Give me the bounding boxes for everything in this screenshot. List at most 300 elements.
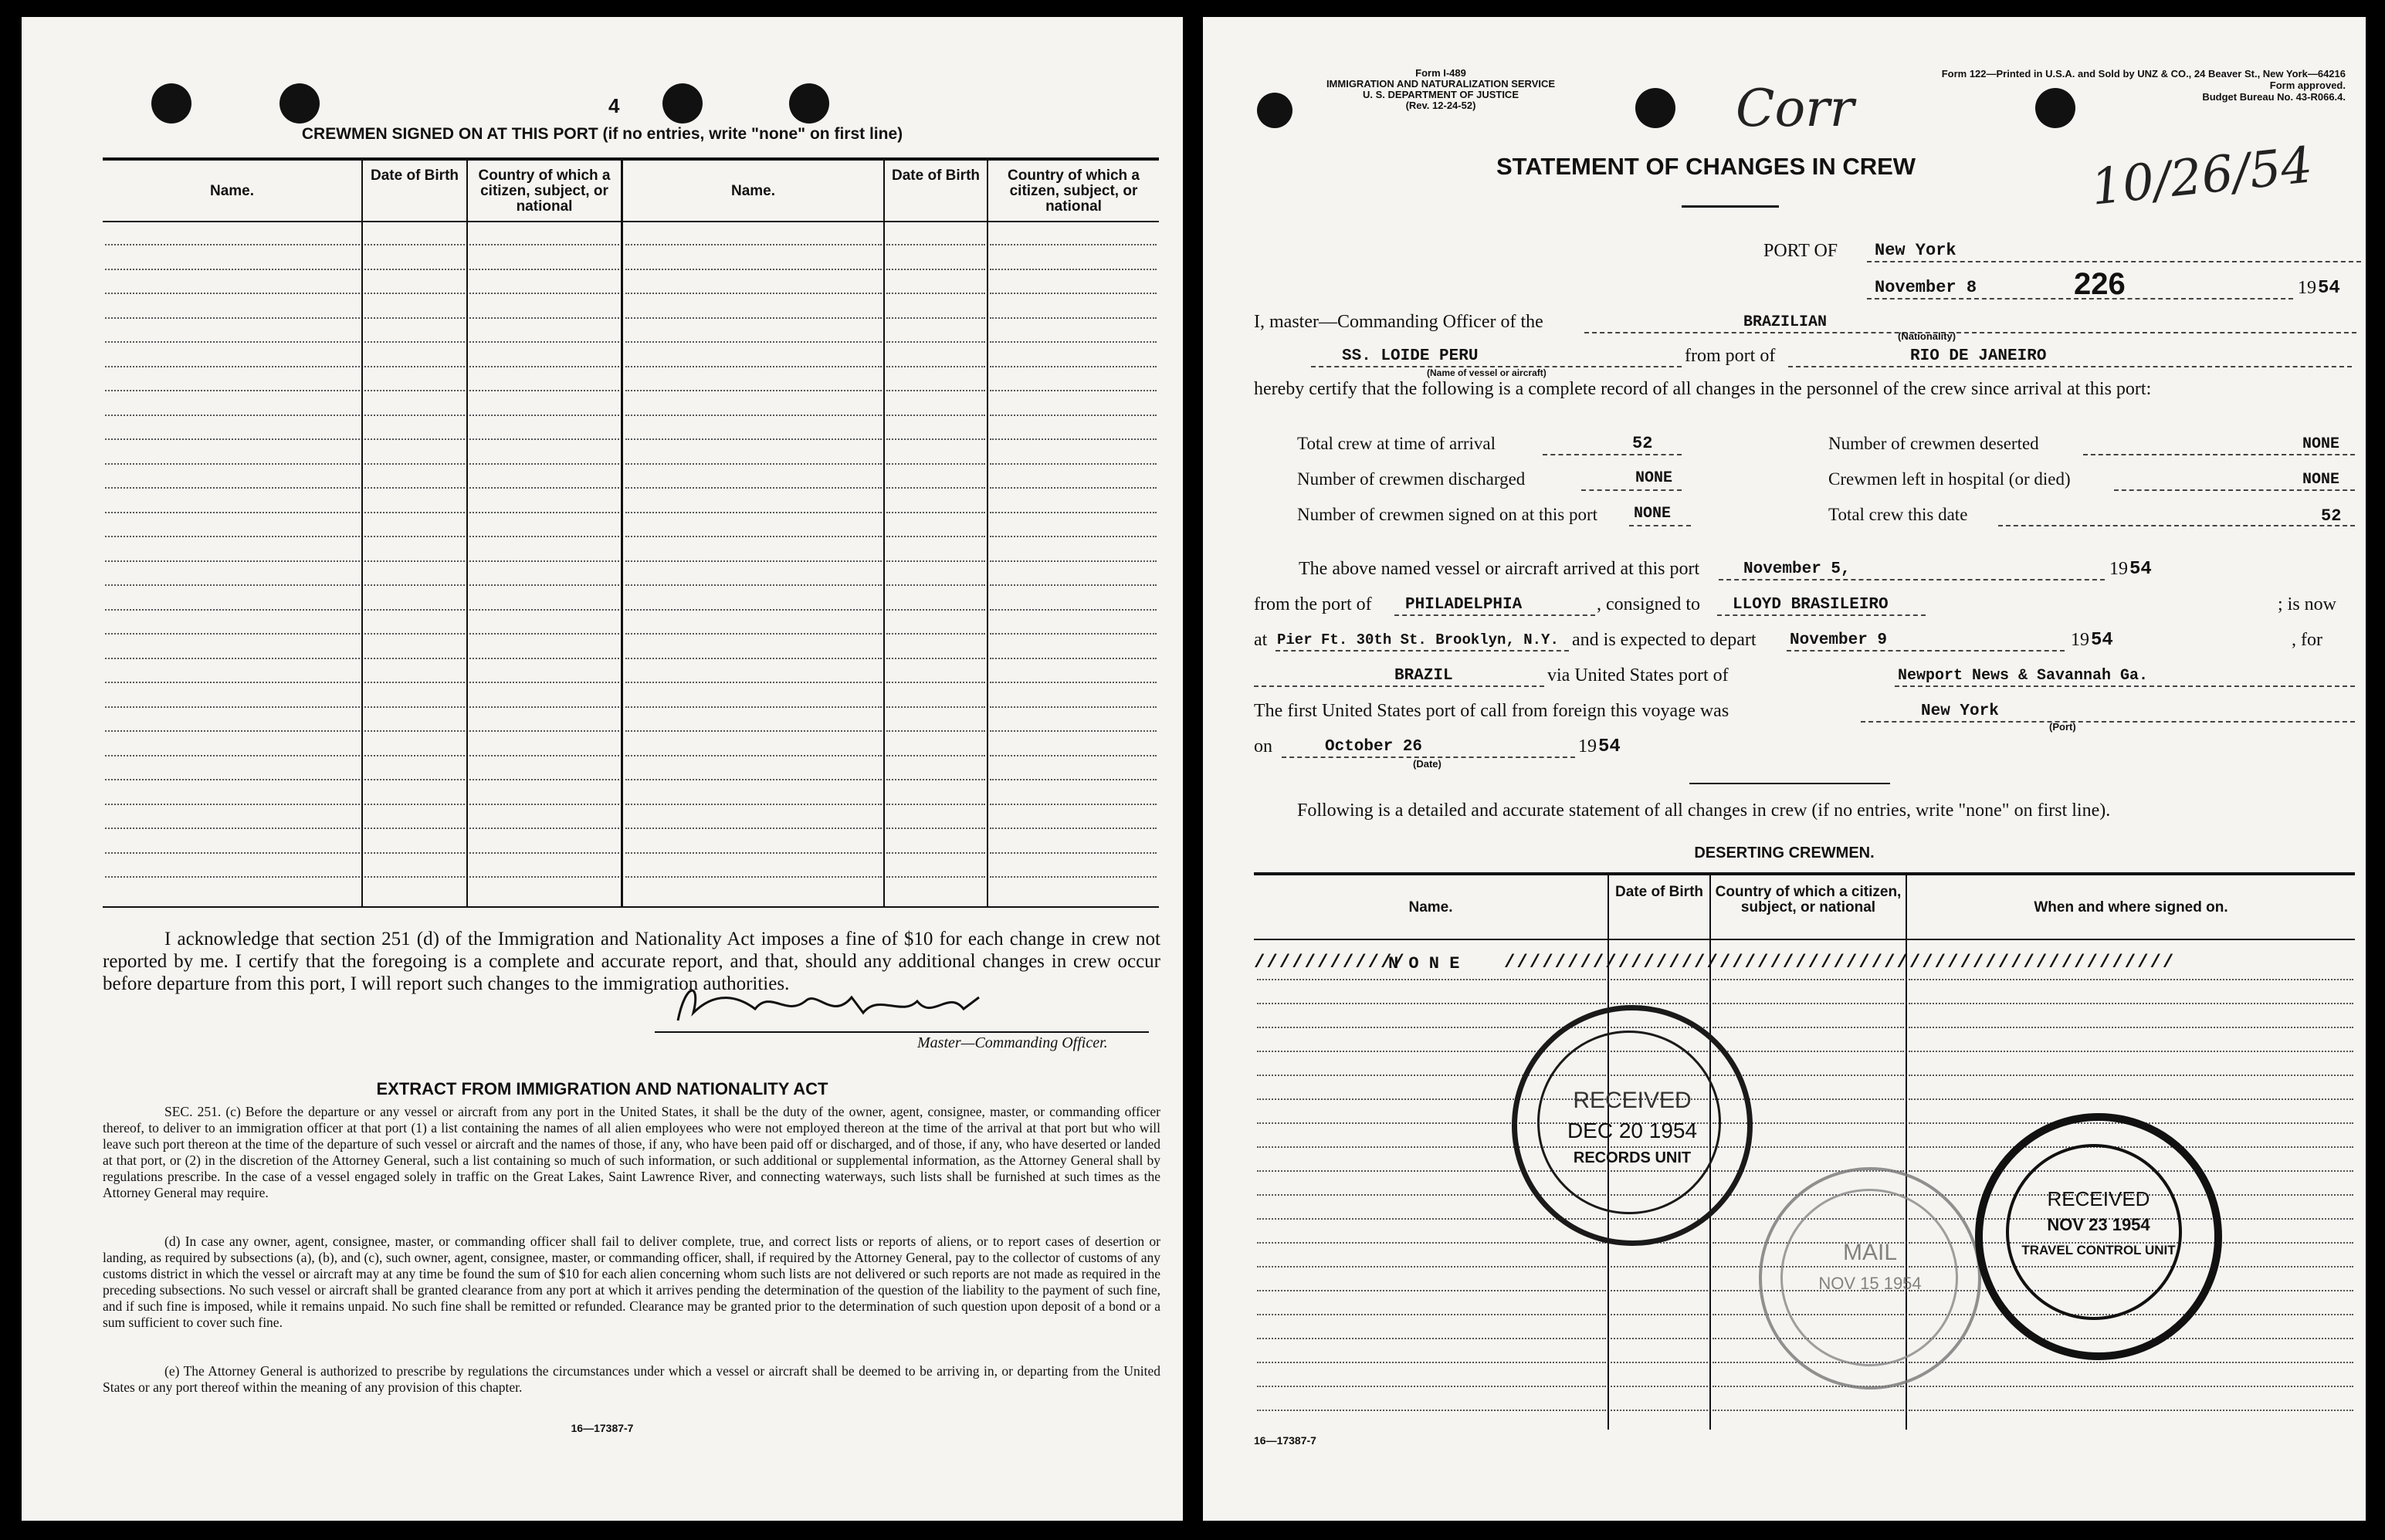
table-row-line (990, 244, 1157, 245)
table-row-line (625, 512, 882, 513)
table-row-line (1713, 1003, 1904, 1004)
table-row-line (364, 415, 465, 416)
table-row-line (990, 512, 1157, 513)
field-line (1787, 650, 2065, 652)
table-row-line (364, 706, 465, 708)
stat-label: Number of crewmen signed on at this port (1297, 505, 1597, 524)
stat-value: 52 (2321, 506, 2342, 526)
table-row-line (886, 730, 985, 732)
header-when-where: When and where signed on. (2034, 899, 2228, 916)
table-row-line (364, 366, 465, 367)
mail-stamp (1759, 1167, 1981, 1389)
table-row-line (105, 317, 360, 319)
stamp-number: 226 (2074, 267, 2126, 301)
arrived-year: 54 (2129, 559, 2152, 580)
table-row-line (625, 876, 882, 878)
table-row-line (364, 852, 465, 854)
table-row-line (1909, 1027, 2353, 1028)
handwritten-corr: Corr (1736, 79, 1855, 138)
table-row-line (886, 755, 985, 756)
none-entry: N O N E (1388, 954, 1460, 973)
header-country: Country of which a citizen, subject, or national (1008, 168, 1140, 215)
table-row-line (625, 244, 882, 245)
table-row-line (469, 852, 619, 854)
from-the-port-value: PHILADELPHIA (1405, 596, 1523, 614)
table-row-line (469, 706, 619, 708)
slash-fill: //////////// (1254, 953, 1406, 973)
table-row-line (364, 828, 465, 829)
table-row-line (625, 730, 882, 732)
punch-hole (1635, 88, 1675, 128)
field-line (1254, 685, 1544, 687)
table-row-line (469, 730, 619, 732)
table-row-line (886, 438, 985, 440)
table-row-line (886, 682, 985, 683)
table-row-line (364, 682, 465, 683)
table-row-line (105, 560, 360, 562)
depart-value: November 9 (1790, 631, 1888, 649)
field-line (1276, 650, 1569, 652)
table-row-line (990, 609, 1157, 611)
table-row-line (364, 804, 465, 805)
table-row-line (364, 512, 465, 513)
first-port-label: The first United States port of call from foreign this voyage was (1254, 701, 1729, 721)
field-line (2114, 489, 2355, 491)
table-row-line (364, 244, 465, 245)
table-row-line (886, 658, 985, 659)
field-line (1788, 366, 2352, 367)
field-line (1629, 525, 1691, 526)
table-row-line (886, 804, 985, 805)
table-row-line (886, 341, 985, 343)
nationality-value: BRAZILIAN (1743, 313, 1828, 331)
arrived-value: November 5, (1743, 560, 1851, 578)
table-row-line (990, 269, 1157, 270)
table-row-line (364, 390, 465, 391)
stat-value: NONE (1634, 505, 1672, 523)
table-row-line (990, 317, 1157, 319)
table-row-line (469, 366, 619, 367)
extract-title: EXTRACT FROM IMMIGRATION AND NATIONALITY ACT (376, 1079, 828, 1098)
extract-section-d: (d) In case any owner, agent, consignee, master, or commanding officer shall fail to deliver complete, true, and correct lists or reports of aliens, or to report cases of desertion or landing, as required by subsections (a), (b), and (c), such owner, agent, consignee, master, or commanding officer, shall, if required by the Attorney General, pay to the collector of customs of any customs district in which the vessel or aircraft may at any time be found the sum of $10 for each alien concerning whom such lists are not delivered or such reports are not made as required in the preceding subsections. No such vessel or aircraft shall be granted clearance from any port at which it arrives pending the determination of the question of the liability to the payment of such fine, and if such fine is imposed, while it remains unpaid. No such fine shall be remitted or refunded. Clearance may be granted prior to the determination of such question upon deposit of a bond or a sum sufficient to cover such fine. (103, 1234, 1160, 1330)
table-row-line (886, 317, 985, 319)
table-col-divider (883, 159, 885, 906)
via-label: via United States port of (1547, 665, 1729, 685)
certify-text: hereby certify that the following is a complete record of all changes in the personnel of the crew since arrival at this port: (1254, 379, 2152, 399)
table-row-line (886, 244, 985, 245)
year-prefix: 19 (1578, 736, 1597, 756)
depart-label: and is expected to depart (1572, 630, 1757, 650)
table-row-line (990, 487, 1157, 489)
table-row-line (1909, 1075, 2353, 1076)
table-row-line (469, 512, 619, 513)
footer-code: 16—17387-7 (1254, 1434, 1316, 1447)
stat-label: Number of crewmen deserted (1828, 434, 2039, 453)
table-row-line (469, 584, 619, 586)
table-bottom-rule (103, 906, 1159, 908)
stamp-date: NOV 23 1954 (2047, 1215, 2150, 1234)
handwritten-date: 10/26/54 (2088, 137, 2316, 217)
table-row-line (990, 828, 1157, 829)
table-row-line (364, 438, 465, 440)
table-row-line (469, 438, 619, 440)
table-col-divider (987, 159, 988, 906)
signature-line (655, 1031, 1149, 1033)
port-value: New York (1875, 241, 1956, 260)
printer-line: Form approved. (2269, 80, 2346, 91)
acknowledgment-text: I acknowledge that section 251 (d) of the Immigration and Nationality Act imposes a fine of $10 for each change in crew not reported by me. I certify that the foregoing is a complete and accurate report, and that, should any additional changes in crew occur before departure from this port, I will report such changes to the immigration authorities. (103, 929, 1160, 994)
on-label: on (1254, 736, 1272, 756)
table-row-line (105, 779, 360, 780)
table-row-line (1909, 1003, 2353, 1004)
table-row-line (1611, 1410, 1708, 1411)
table-row-line (1909, 1410, 2353, 1411)
table-row-line (1257, 1027, 1606, 1028)
page-number: 4 (608, 94, 620, 117)
table-row-line (625, 269, 882, 270)
table-row-line (105, 487, 360, 489)
year-prefix: 19 (2109, 559, 2128, 579)
port-label: PORT OF (1763, 241, 1838, 261)
table-row-line (625, 536, 882, 537)
punch-hole (279, 83, 320, 124)
from-port-value: RIO DE JANEIRO (1910, 347, 2047, 365)
stamp-received: RECEIVED (2047, 1187, 2150, 1210)
table-row-line (1257, 1362, 1606, 1363)
table-row-line (105, 609, 360, 611)
depart-year: 54 (2091, 630, 2113, 651)
year-prefix: 19 (2298, 278, 2316, 298)
table-row-line (886, 487, 985, 489)
table-row-line (469, 804, 619, 805)
table-row-line (364, 536, 465, 537)
stat-label: Number of crewmen discharged (1297, 469, 1526, 489)
stat-value: NONE (1635, 469, 1673, 487)
table-row-line (886, 706, 985, 708)
table-row-line (625, 390, 882, 391)
table-row-line (469, 293, 619, 294)
signature (670, 974, 1010, 1036)
destination-value: BRAZIL (1394, 667, 1453, 685)
table-title: CREWMEN SIGNED ON AT THIS PORT (if no entries, write "none" on first line) (301, 125, 903, 143)
table-row-line (105, 584, 360, 586)
stat-value: 52 (1632, 434, 1653, 453)
table-row-line (105, 755, 360, 756)
table-row-line (105, 804, 360, 805)
table-row-line (1257, 1242, 1606, 1244)
table-row-line (469, 828, 619, 829)
section-rule (1689, 783, 1890, 784)
table-row-line (1257, 1266, 1606, 1268)
table-row-line (1611, 1362, 1708, 1363)
table-row-line (886, 463, 985, 465)
table-row-line (625, 658, 882, 659)
punch-hole (1257, 93, 1292, 128)
table-row-line (990, 779, 1157, 780)
form-id-line: U. S. DEPARTMENT OF JUSTICE (1363, 89, 1519, 100)
table-row-line (990, 804, 1157, 805)
table-row-line (1909, 979, 2353, 980)
table-row-line (1713, 1051, 1904, 1052)
table-row-line (105, 658, 360, 659)
table-row-line (625, 682, 882, 683)
printer-line: Budget Bureau No. 43-R066.4. (2202, 91, 2346, 103)
date-caption: (Date) (1413, 758, 1442, 770)
table-col-divider (361, 159, 363, 906)
at-label: at (1254, 630, 1268, 650)
table-row-line (105, 536, 360, 537)
table-row-line (105, 706, 360, 708)
table-row-line (990, 560, 1157, 562)
table-row-line (364, 463, 465, 465)
slash-fill: ///////////////////////////////////////////////////// (1504, 953, 2176, 973)
table-top-rule (1254, 872, 2355, 875)
table-row-line (886, 779, 985, 780)
table-row-line (364, 293, 465, 294)
year-prefix: 19 (2071, 630, 2089, 650)
vessel-caption: (Name of vessel or aircraft) (1427, 367, 1547, 378)
first-port-value: New York (1921, 702, 1999, 720)
stat-value: NONE (2302, 471, 2340, 489)
table-row-line (1611, 1386, 1708, 1387)
table-row-line (469, 415, 619, 416)
table-row-line (1713, 1410, 1904, 1411)
table-row-line (990, 584, 1157, 586)
table-row-line (886, 609, 985, 611)
stat-label: Crewmen left in hospital (or died) (1828, 469, 2071, 489)
table-row-line (1909, 1386, 2353, 1387)
stat-value: NONE (2302, 435, 2340, 453)
header-date-of-birth: Date of Birth (892, 168, 980, 184)
table-row-line (990, 438, 1157, 440)
table-row-line (990, 293, 1157, 294)
table-row-line (1611, 1003, 1708, 1004)
table-row-line (1611, 1338, 1708, 1339)
table-row-line (1909, 1362, 2353, 1363)
form-id-line: IMMIGRATION AND NATURALIZATION SERVICE (1326, 78, 1556, 90)
table-row-line (469, 487, 619, 489)
table-row-line (364, 876, 465, 878)
table-row-line (364, 609, 465, 611)
table-row-line (625, 415, 882, 416)
table-row-line (886, 293, 985, 294)
table-row-line (105, 341, 360, 343)
on-year: 54 (1598, 736, 1621, 757)
port-caption: (Port) (2049, 721, 2076, 733)
consigned-label: , consigned to (1597, 594, 1700, 614)
header-country: Country of which a citizen, subject, or national (1715, 884, 1902, 916)
extract-section-c: SEC. 251. (c) Before the departure or any vessel or aircraft from any port in the United States, it shall be the duty of the owner, agent, consignee, master, or commanding officer thereof, to deliver to an immigration officer at that port (1) a list containing the names of all alien employees who were not employed thereon at the time of the arrival at that port but who will leave such port thereon at the time of the departure of such vessel or aircraft and the names of those, if any, who have been paid off or discharged, and of those, if any, who have deserted or landed at that port, or (2) in the discretion of the Attorney General, such a list containing so much of such information, or such additional or supplemental information, as the Attorney General shall by regulations prescribe. In the case of a vessel engaged solely in traffic on the Great Lakes, Saint Lawrence River, and connecting waterways, such lists shall be furnished at such times as the Attorney General may require. (103, 1104, 1160, 1200)
table-row-line (625, 366, 882, 367)
table-row-line (105, 852, 360, 854)
table-row-line (625, 317, 882, 319)
punch-hole (151, 83, 191, 124)
following-text: Following is a detailed and accurate statement of all changes in crew (if no entries, write "none" on first line). (1297, 800, 2111, 821)
table-row-line (625, 828, 882, 829)
table-row-line (105, 269, 360, 270)
table-row-line (105, 828, 360, 829)
table-row-line (886, 876, 985, 878)
table-row-line (469, 633, 619, 635)
table-row-line (990, 658, 1157, 659)
master-label: I, master—Commanding Officer of the (1254, 312, 1543, 332)
field-line (1867, 261, 2361, 262)
table-row-line (105, 463, 360, 465)
table-row-line (1611, 979, 1708, 980)
table-row-line (1257, 1410, 1606, 1411)
table-row-line (625, 487, 882, 489)
at-value: Pier Ft. 30th St. Brooklyn, N.Y. (1277, 631, 1559, 648)
table-row-line (469, 390, 619, 391)
table-row-line (105, 293, 360, 294)
table-row-line (1257, 1314, 1606, 1315)
table-row-line (625, 633, 882, 635)
table-row-line (469, 779, 619, 780)
header-date-of-birth: Date of Birth (371, 168, 459, 184)
table-row-line (1713, 1027, 1904, 1028)
field-line (1394, 614, 1595, 616)
form-id-line: Form I-489 (1415, 67, 1466, 79)
table-row-line (990, 415, 1157, 416)
table-row-line (1257, 1218, 1606, 1220)
nationality-caption: (Nationality) (1898, 330, 1956, 342)
table-row-line (364, 779, 465, 780)
printer-line: Form 122—Printed in U.S.A. and Sold by UNZ & CO., 24 Beaver St., New York—64216 (1941, 68, 2346, 80)
deserting-title: DESERTING CREWMEN. (1694, 844, 1875, 861)
table-row-line (469, 755, 619, 756)
table-row-line (625, 584, 882, 586)
table-row-line (1611, 1314, 1708, 1315)
table-row-line (105, 682, 360, 683)
field-line (1581, 489, 1682, 491)
field-line (1998, 525, 2355, 526)
table-row-line (990, 341, 1157, 343)
table-row-line (105, 876, 360, 878)
from-port-label: from port of (1685, 346, 1776, 366)
table-row-line (886, 633, 985, 635)
table-row-line (1611, 1290, 1708, 1291)
table-row-line (990, 390, 1157, 391)
table-row-line (469, 244, 619, 245)
table-row-line (469, 560, 619, 562)
title-rule (1682, 205, 1779, 208)
table-row-line (886, 560, 985, 562)
table-row-line (990, 852, 1157, 854)
for-label: , for (2292, 630, 2322, 650)
field-line (1895, 685, 2355, 687)
table-row-line (625, 560, 882, 562)
stamp-unit: RECORDS UNIT (1573, 1149, 1692, 1166)
table-row-line (990, 706, 1157, 708)
extract-section-e: (e) The Attorney General is authorized to prescribe by regulations the circumstances under which a vessel or aircraft shall be deemed to be arriving in, or departing from the United States or any port thereof within the meaning of any provision of this chapter. (103, 1363, 1160, 1395)
table-row-line (364, 317, 465, 319)
table-col-divider (466, 159, 468, 906)
field-line (1543, 454, 1682, 455)
header-date-of-birth: Date of Birth (1615, 884, 1703, 900)
table-row-line (469, 317, 619, 319)
table-row-line (1909, 1098, 2353, 1100)
table-row-line (105, 438, 360, 440)
footer-code: 16—17387-7 (571, 1422, 634, 1434)
received-stamp-travel (1975, 1113, 2222, 1360)
from-the-port-label: from the port of (1254, 594, 1372, 614)
table-row-line (364, 658, 465, 659)
via-value: Newport News & Savannah Ga. (1898, 667, 2149, 685)
table-row-line (990, 366, 1157, 367)
table-row-line (364, 633, 465, 635)
form-title: STATEMENT OF CHANGES IN CREW (1496, 153, 1916, 180)
punch-hole (662, 83, 703, 124)
field-line (1717, 614, 1926, 616)
table-col-divider (621, 159, 623, 906)
table-row-line (990, 730, 1157, 732)
table-row-line (364, 560, 465, 562)
left-page (22, 17, 1183, 1521)
right-page (1203, 17, 2366, 1521)
table-row-line (990, 463, 1157, 465)
table-row-line (886, 584, 985, 586)
form-id-block (1302, 68, 1580, 111)
punch-hole (789, 83, 829, 124)
table-row-line (469, 536, 619, 537)
field-line (1584, 332, 2356, 333)
table-row-line (625, 852, 882, 854)
table-row-line (469, 609, 619, 611)
table-row-line (625, 341, 882, 343)
table-row-line (886, 536, 985, 537)
table-row-line (1257, 1290, 1606, 1291)
table-row-line (105, 633, 360, 635)
table-row-line (105, 415, 360, 416)
table-row-line (469, 269, 619, 270)
table-row-line (1257, 1003, 1606, 1004)
table-row-line (469, 341, 619, 343)
table-row-line (1909, 1051, 2353, 1052)
table-row-line (990, 755, 1157, 756)
form-id-line: (Rev. 12-24-52) (1405, 100, 1476, 111)
stamp-unit: TRAVEL CONTROL UNIT (2021, 1243, 2176, 1257)
table-row-line (625, 463, 882, 465)
arrived-label: The above named vessel or aircraft arrived at this port (1299, 559, 1700, 579)
table-row-line (1713, 979, 1904, 980)
table-header-rule (103, 221, 1159, 222)
received-stamp-records (1512, 1005, 1753, 1246)
stamp-date: DEC 20 1954 (1567, 1119, 1698, 1142)
table-row-line (990, 536, 1157, 537)
table-row-line (990, 876, 1157, 878)
table-row-line (1257, 1338, 1606, 1339)
table-row-line (625, 804, 882, 805)
table-row-line (990, 633, 1157, 635)
header-name: Name. (730, 183, 776, 199)
table-row-line (105, 366, 360, 367)
header-country: Country of which a citizen, subject, or national (478, 168, 611, 215)
table-row-line (625, 438, 882, 440)
table-row-line (625, 779, 882, 780)
table-row-line (469, 658, 619, 659)
table-row-line (364, 487, 465, 489)
table-row-line (886, 512, 985, 513)
on-value: October 26 (1325, 738, 1423, 756)
table-row-line (886, 828, 985, 829)
table-row-line (625, 755, 882, 756)
stat-label: Total crew at time of arrival (1297, 434, 1496, 453)
header-name: Name. (1408, 899, 1453, 916)
stamp-date: NOV 15 1954 (1818, 1274, 1922, 1293)
table-row-line (990, 682, 1157, 683)
table-row-line (469, 463, 619, 465)
table-row-line (1257, 979, 1606, 980)
